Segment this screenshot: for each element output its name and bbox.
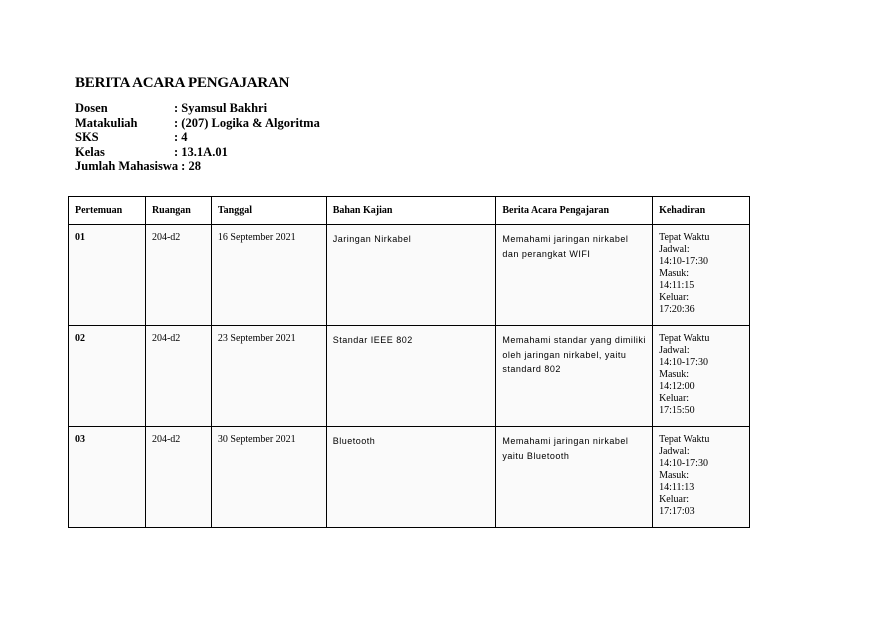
info-label: Dosen [75,101,108,115]
kehadiran-status: Tepat Waktu [659,232,710,243]
info-label: Kelas [75,144,105,159]
column-header-tanggal: Tanggal [211,197,326,225]
kehadiran-line: 14:11:15 [659,280,695,291]
info-value: : Syamsul Bakhri [174,101,268,115]
cell-ruangan: 204-d2 [145,427,211,528]
kehadiran-line: Jadwal: [659,345,690,356]
cell-kehadiran [653,225,750,326]
info-row-sks [75,130,320,145]
cell-pertemuan: 03 [69,427,146,528]
cell-pertemuan: 01 [69,225,146,326]
info-value: : (207) Logika & Algoritma [174,115,320,130]
cell-berita-acara: Memahami jaringan nirkabel dan perangkat WIFI [496,225,653,326]
document-title: BERITA ACARA PENGAJARAN [75,75,290,91]
kehadiran-line: Keluar: [659,494,690,505]
kehadiran-line: Jadwal: [659,446,690,457]
table-row [69,326,750,427]
column-header-kehadiran: Kehadiran [653,197,750,225]
table-header-row [69,197,750,225]
table-row [69,225,750,326]
info-value: : 4 [174,130,188,145]
kehadiran-line: Masuk: [659,369,690,380]
info-row-matakuliah [75,116,320,131]
cell-tanggal: 16 September 2021 [211,225,326,326]
cell-pertemuan: 02 [69,326,146,427]
kehadiran-line: 14:11:13 [659,482,695,493]
cell-tanggal: 30 September 2021 [211,427,326,528]
kehadiran-line: 17:17:03 [659,506,695,517]
cell-kehadiran [653,326,750,427]
cell-kehadiran [653,427,750,528]
column-header-ruangan: Ruangan [145,197,211,225]
info-value: : 13.1A.01 [174,144,228,159]
info-label: Jumlah Mahasiswa [75,159,179,174]
kehadiran-line: 14:10-17:30 [659,458,708,469]
cell-berita-acara: Memahami standar yang dimiliki oleh jaringan nirkabel, yaitu standard 802 [496,326,653,427]
cell-bahan-kajian: Bluetooth [326,427,496,528]
info-value: : 28 [181,159,201,174]
kehadiran-line: Masuk: [659,470,690,481]
kehadiran-line: Jadwal: [659,244,690,255]
kehadiran-line: 14:12:00 [659,381,695,392]
info-label: SKS [75,130,99,145]
info-row-kelas [75,145,320,160]
cell-tanggal: 23 September 2021 [211,326,326,427]
cell-ruangan: 204-d2 [145,326,211,427]
kehadiran-line: 17:15:50 [659,405,695,416]
column-header-bahan-kajian: Bahan Kajian [326,197,496,225]
kehadiran-status: Tepat Waktu [659,333,710,344]
info-row-dosen [75,101,320,116]
info-label: Matakuliah [75,115,138,130]
column-header-pertemuan: Pertemuan [69,197,146,225]
kehadiran-line: Keluar: [659,292,690,303]
course-info [75,101,320,174]
kehadiran-line: Masuk: [659,268,690,279]
kehadiran-line: Keluar: [659,393,690,404]
kehadiran-line: 14:10-17:30 [659,256,708,267]
kehadiran-line: 14:10-17:30 [659,357,708,368]
column-header-berita-acara: Berita Acara Pengajaran [496,197,653,225]
cell-berita-acara: Memahami jaringan nirkabel yaitu Bluetooth [496,427,653,528]
cell-ruangan: 204-d2 [145,225,211,326]
info-row-jumlah-mahasiswa [75,159,320,174]
kehadiran-status: Tepat Waktu [659,434,710,445]
kehadiran-line: 17:20:36 [659,304,695,315]
teaching-record-table [68,196,750,528]
cell-bahan-kajian: Jaringan Nirkabel [326,225,496,326]
cell-bahan-kajian: Standar IEEE 802 [326,326,496,427]
table-row [69,427,750,528]
